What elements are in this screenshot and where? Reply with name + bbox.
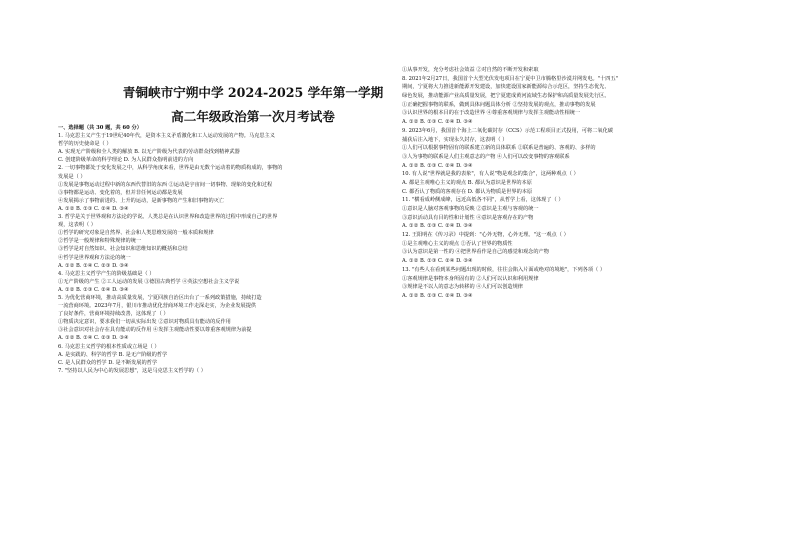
- question-line: ③哲学是对自然知识、社会知识和思维知识的概括和总结: [58, 246, 188, 253]
- question-line: ①发展是事物运动过程中新的东西代替旧的东西 ②运动是宇宙间一切事物、现象的变化和过程: [58, 181, 273, 188]
- question-line: A. ①② B. ①③ C. ②④ D. ③④: [402, 119, 473, 126]
- question-line: ①正确把握事物的联系，做到具体问题具体分析 ②坚持发展的观点，推动事物的发展: [402, 101, 596, 108]
- question-line: ③社会意识对社会存在具有能动的反作用 ④发挥主观能动性要以尊重客观规律为前提: [58, 327, 252, 334]
- question-line: A. ①② B. ①④ C. ②③ D. ③④: [58, 335, 129, 342]
- question-line: ③认为意识是第一性的 ④把世界看作是自己的感觉和观念的产物: [402, 249, 549, 256]
- section-heading: 一、选择题（共 30 题，共 60 分）: [58, 125, 142, 131]
- question-line: ①从事开发，充分考虑社会效益 ②对自然的不断开发和索取: [402, 67, 539, 73]
- question-line: 2. 一切事物都处于变化发展之中，从科学角度来看，世界是由无数个运动着的物质构成的，事物的: [58, 165, 283, 172]
- question-line: A. ①② B. ①③ C. ②④ D. ③④: [402, 292, 473, 299]
- right-question-list: [402, 66, 737, 301]
- question-line: C. 是人民群众的哲学 D. 是不断发展的哲学: [58, 359, 158, 366]
- exam-title: 青铜峡市宁朔中学 2024-2025 学年第一学期: [122, 85, 384, 100]
- question-line: 一流营商环境。2023年7月，银川市推动优化营商环境工作走深走实，为企业发展提供: [58, 303, 257, 310]
- question-line: A. 是实践的、科学的哲学 B. 是无产阶级的哲学: [58, 351, 168, 358]
- question-line: A. ①② B. ①③ C. ②④ D. ③④: [402, 258, 473, 265]
- question-line: 观，这表明（ ）: [58, 222, 96, 229]
- question-line: ③事物都是运动、变化着的，但并非任何运动都是发展: [58, 189, 183, 196]
- question-line: 5. 为优化营商环境，推动高质量发展，宁夏回族自治区出台了一系列政策措施，持续打造: [58, 294, 262, 301]
- left-question-list: [58, 121, 393, 375]
- question-line: ①物质决定意识，要求我们一切从实际出发 ②意识对物质具有能动的反作用: [58, 319, 231, 326]
- question-line: ③认识世界的根本目的在于改造世界 ④尊重客观规律与发挥主观能动性相统一: [402, 110, 581, 117]
- question-line: 1. 马克思主义产生于19世纪40年代，是资本主义矛盾激化和工人运动发展的产物。马克思主义: [58, 133, 275, 140]
- exam-subtitle: 高二年级政治第一次月考试卷: [171, 109, 335, 124]
- question-line: A. 都是主观唯心主义的观点 B. 都认为意识是世界的本原: [402, 179, 532, 186]
- question-line: 6. 马克思主义哲学的根本性质或立场是（ ）: [58, 343, 160, 350]
- question-line: A. ①② B. ①③ C. ②④ D. ③④: [402, 223, 473, 230]
- question-line: ④哲学是世界观和方法论的统一: [58, 254, 131, 261]
- question-line: ①哲学的研究对象是自然界、社会和人类思维发展的一般本质和规律: [58, 230, 214, 237]
- question-line: 10. 有人说"世界就是我的表象"，有人说"物是观念的集合"，这两种观点（ ）: [402, 171, 579, 178]
- question-line: 8. 2021年2月27日，我国首个大型光伏发电项目在宁夏中卫市腾格里沙漠并网发电。"十四五": [402, 75, 619, 82]
- question-line: ①客观规律是事物本身所固有的 ②人们可以认识和利用规律: [402, 275, 539, 282]
- question-line: 12. 王阳明在《传习录》中提到："心外无物，心外无理。"这一观点（ ）: [402, 232, 569, 239]
- question-line: A. ①② B. ①③ C. ②④ D. ③④: [58, 286, 129, 293]
- question-line: A. 实现无产阶级和全人类的解放 B. 以无产阶级为代表的劳动群众找到精神武器: [58, 149, 240, 156]
- question-line: 7. "坚持以人民为中心的发展思想"，这是马克思主义哲学的（ ）: [58, 367, 206, 374]
- question-line: ③人为事物的联系是人们主观意志的产物 ④人们可以改变事物的客观联系: [402, 153, 570, 160]
- question-line: ①是主观唯心主义的观点 ②否认了世界的物质性: [402, 240, 513, 247]
- question-line: C. 创建阶级革命的科学理论 D. 为人民群众指明前进的方向: [58, 157, 194, 164]
- question-line: A. ①② B. ①④ C. ②③ D. ③④: [58, 262, 129, 269]
- question-line: 9. 2023年6月，我国首个海上二氧化碳封存（CCS）示范工程项目正式投用，可将二氧化碳: [402, 127, 613, 134]
- question-line: ①人们可以根据事物固有的联系建立新的具体联系 ②联系是普遍的、客观的、多样的: [402, 145, 596, 152]
- question-line: ③规律是不以人的意志为转移的 ④人们可以创造规律: [402, 284, 523, 291]
- question-line: C. 都否认了物质的客观存在 D. 都认为物质是世界的本原: [402, 188, 533, 195]
- question-line: 13. "有些人在看到某些问题出现的时候，往往会陷入片面或绝对的境地"，下列各项（ ）: [402, 266, 606, 273]
- question-line: 4. 马克思主义哲学产生的阶级基础是（ ）: [58, 270, 155, 277]
- question-line: 哲学的历史使命是（ ）: [58, 141, 112, 148]
- question-line: A. ①② B. ①③ C. ②④ D. ③④: [402, 162, 473, 169]
- question-line: 11. "横看成岭侧成峰，远近高低各不同"，从哲学上看，这体现了（ ）: [402, 197, 564, 204]
- question-line: 3. 哲学是关于世界观和方法论的学说。人类总是在认识世界和改造世界的过程中形成自己的世界: [58, 214, 278, 221]
- question-line: 了良好条件，营商环境持续改善，这体现了（ ）: [58, 311, 169, 318]
- question-line: A. ①② B. ①③ C. ②④ D. ③④: [58, 205, 129, 212]
- question-line: 捕获后注入地下，实现永久封存，这表明（ ）: [402, 136, 508, 143]
- question-line: 绿色发展，推动能源产业高质量发展，把宁夏建成黄河流域生态保护和高质量发展先行区。: [402, 93, 610, 100]
- question-line: 期间，宁夏将大力推进新能源开发建设，加快建设国家新能源综合示范区，坚持生态优先、: [402, 84, 610, 91]
- question-line: ①无产阶级的产生 ②工人运动的发展 ③德国古典哲学 ④英法空想社会主义学说: [58, 278, 240, 285]
- question-line: ④发展揭示了事物前进的、上升的运动，是新事物的产生和旧事物的灭亡: [58, 197, 225, 204]
- question-line: ②哲学是一般规律和特殊规律的统一: [58, 238, 142, 245]
- question-line: ①意识是人脑对客观事物的反映 ②意识是主观与客观的统一: [402, 206, 539, 212]
- question-line: 发展是（ ）: [58, 173, 86, 180]
- question-line: ③意识活动具有目的性和计划性 ④意识是客观存在的产物: [402, 214, 534, 221]
